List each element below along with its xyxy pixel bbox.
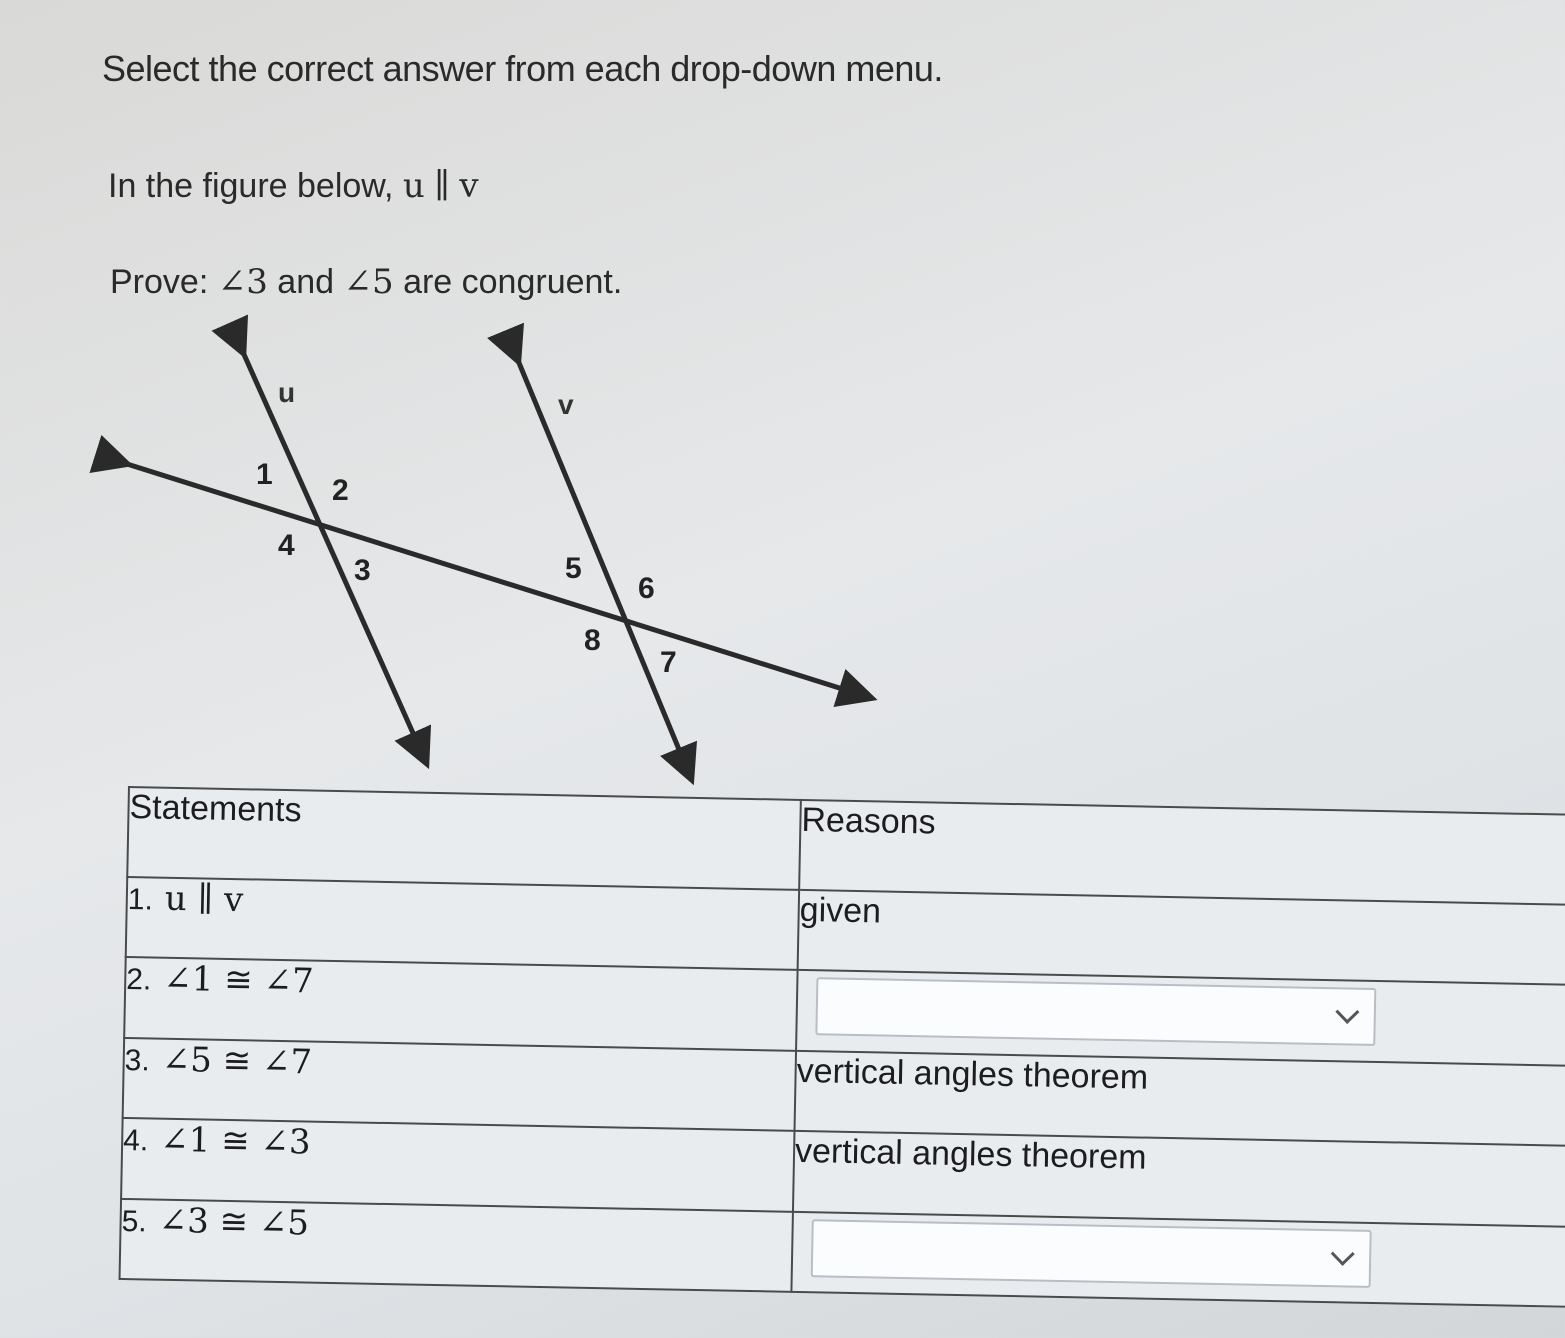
angle-label-5: 5	[565, 552, 582, 585]
angle-label-7: 7	[660, 646, 677, 679]
chevron-down-icon	[1335, 1000, 1359, 1024]
statement-cell	[126, 877, 799, 970]
prove-angle-b: ∠5	[343, 262, 394, 302]
parallel-lines-figure	[0, 0, 900, 790]
reasons-header: Reasons	[799, 800, 1565, 905]
angle-label-6: 6	[638, 572, 655, 605]
angle-label-8: 8	[584, 624, 601, 657]
statement-cell	[123, 1038, 796, 1131]
reason-cell	[793, 1131, 1565, 1226]
reason-text: vertical angles theorem	[796, 1051, 1149, 1097]
row-number: 4.	[122, 1124, 149, 1158]
statement-text: ∠1 ≅ ∠3	[159, 1119, 311, 1163]
statement-cell	[121, 1118, 794, 1211]
prove-suffix: are congruent.	[403, 263, 623, 301]
line-u	[242, 350, 425, 760]
row-number: 5.	[121, 1204, 147, 1238]
reason-dropdown-2[interactable]	[815, 978, 1376, 1047]
chevron-down-icon	[1331, 1241, 1355, 1265]
reason-text: vertical angles theorem	[794, 1132, 1147, 1177]
prove-and: and	[277, 263, 335, 301]
prove-prefix: Prove:	[110, 263, 209, 301]
instruction-text: Select the correct answer from each drop-down menu.	[102, 48, 943, 89]
row-number: 3.	[124, 1043, 151, 1078]
statement-cell	[124, 957, 797, 1050]
statement-text: ∠1 ≅ ∠7	[162, 959, 315, 1002]
prove-angle-a: ∠3	[217, 262, 268, 302]
reason-dropdown-5[interactable]	[811, 1219, 1372, 1288]
line-v	[517, 358, 690, 776]
given-line-u: u	[402, 166, 425, 206]
angle-label-3: 3	[354, 554, 371, 587]
line-u-label: u	[278, 377, 296, 408]
line-v-label: v	[558, 389, 574, 420]
statement-text: ∠3 ≅ ∠5	[158, 1200, 310, 1244]
statement-text: ∠5 ≅ ∠7	[161, 1039, 313, 1083]
row-number: 2.	[125, 963, 152, 997]
given-prefix: In the figure below,	[108, 167, 394, 205]
reason-text: given	[799, 890, 882, 931]
transversal-line	[124, 463, 868, 697]
angle-label-2: 2	[332, 474, 349, 507]
angle-label-4: 4	[278, 529, 295, 562]
angle-label-1: 1	[256, 458, 273, 491]
reason-cell	[798, 890, 1565, 985]
reason-cell	[796, 970, 1565, 1065]
statements-header: Statements	[127, 787, 801, 890]
reason-cell	[791, 1211, 1565, 1307]
row-number: 1.	[127, 882, 154, 917]
statement-text: u ∥ v	[164, 878, 244, 921]
given-parallel-symbol: ∥	[434, 166, 450, 206]
reason-cell	[794, 1051, 1565, 1146]
proof-table	[119, 786, 1565, 1308]
given-line-v: v	[459, 166, 479, 206]
statement-cell	[120, 1199, 793, 1292]
